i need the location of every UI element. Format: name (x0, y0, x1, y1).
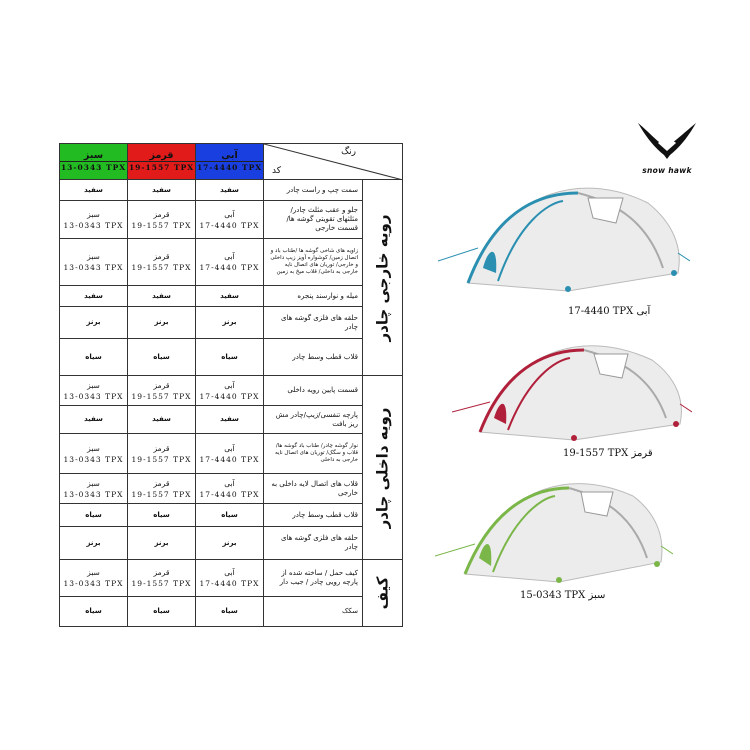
cell-name: قرمز (153, 380, 170, 390)
cell-value (60, 201, 128, 239)
table-row (60, 504, 403, 527)
header-corner (264, 144, 403, 180)
table-row (60, 597, 403, 627)
header-row (60, 144, 403, 180)
tent-green-name: سبز (588, 590, 606, 601)
row-label: میله و نوارسند پنجره (264, 286, 363, 307)
cell-code: 17-4440 TPX (199, 579, 260, 588)
row-label: قلاب قطب وسط چادر (264, 339, 363, 376)
row-label: حلقه های فلزی گوشه های چادر (264, 307, 363, 339)
cell-value: سفید (60, 286, 128, 307)
cell-value: سیاه (60, 339, 128, 376)
cell-code: 17-4440 TPX (199, 391, 260, 401)
cell-value: سیاه (60, 597, 128, 627)
cell-code: 13-0343 TPX (63, 579, 124, 588)
header-blue (196, 144, 264, 180)
tent-blue-label (568, 306, 650, 317)
cell-code: 19-1557 TPX (131, 263, 192, 272)
table-row (60, 560, 403, 597)
cell-name: آبی (224, 252, 235, 261)
table-row (60, 201, 403, 239)
cell-value (196, 239, 264, 286)
cell-value (196, 560, 264, 597)
header-green-code: 13-0343 TPX (60, 163, 127, 172)
row-label: زاویه های شاخی گوشه ها /طناب باد و اتصال زمین/ کوشواره آویز زیپ داخلی و خارجی/ توریان های اتصال نایه خارجی به داخلی/ قلاب میخ به زمین (264, 239, 363, 286)
cell-value: برنز (128, 527, 196, 560)
cell-code: 19-1557 TPX (131, 454, 192, 464)
cell-code: 13-0343 TPX (63, 454, 124, 464)
cell-value: سفید (128, 180, 196, 201)
row-label: سمت چپ و راست چادر (264, 180, 363, 201)
cell-value (196, 376, 264, 406)
cell-name: آبی (224, 380, 235, 390)
tent-blue-name: آبی (636, 306, 651, 317)
row-label: سکک (264, 597, 363, 627)
cell-value: سیاه (196, 597, 264, 627)
table-row (60, 180, 403, 201)
cell-value (60, 434, 128, 474)
tent-red-label (563, 448, 653, 459)
cell-name: سبز (87, 380, 100, 390)
tent-blue-code: 17-4440 TPX (568, 306, 634, 317)
spec-table (59, 143, 403, 627)
cell-value (60, 560, 128, 597)
cell-value (60, 376, 128, 406)
corner-color-label: رنگ (341, 147, 356, 157)
cell-value: سفید (196, 286, 264, 307)
cell-name: قرمز (153, 209, 170, 219)
cell-name: سبز (87, 568, 100, 577)
cell-code: 17-4440 TPX (199, 220, 260, 230)
cell-value: برنز (196, 307, 264, 339)
cell-code: 13-0343 TPX (63, 220, 124, 230)
table-row (60, 286, 403, 307)
cell-value: سیاه (128, 504, 196, 527)
cell-name: آبی (224, 568, 235, 577)
header-green (60, 144, 128, 180)
cell-value: سیاه (60, 504, 128, 527)
corner-code-label: کد (272, 166, 282, 176)
section-bag-label: کیف (373, 576, 391, 610)
table-row (60, 376, 403, 406)
cell-code: 19-1557 TPX (131, 220, 192, 230)
row-label: حلقه های فلزی گوشه های چادر (264, 527, 363, 560)
cell-value (196, 201, 264, 239)
cell-value (128, 434, 196, 474)
cell-code: 19-1557 TPX (131, 391, 192, 401)
cell-value (196, 434, 264, 474)
cell-value: سفید (196, 406, 264, 434)
hawk-icon (636, 121, 698, 161)
table-row (60, 434, 403, 474)
cell-value: سیاه (196, 504, 264, 527)
corner-diagonal (264, 144, 403, 180)
header-red (128, 144, 196, 180)
cell-value (60, 239, 128, 286)
table-row (60, 474, 403, 504)
cell-code: 19-1557 TPX (131, 489, 192, 499)
brand-name: snow hawk (642, 166, 692, 175)
table-row (60, 406, 403, 434)
cell-code: 19-1557 TPX (131, 579, 192, 588)
tent-green-label (520, 590, 605, 601)
cell-name: سبز (87, 443, 100, 453)
cell-value (128, 474, 196, 504)
cell-name: آبی (224, 209, 235, 219)
cell-name: قرمز (153, 443, 170, 453)
header-blue-code: 17-4440 TPX (196, 163, 263, 172)
row-label: قسمت پایین رویه داخلی (264, 376, 363, 406)
cell-value (128, 239, 196, 286)
cell-code: 17-4440 TPX (199, 454, 260, 464)
cell-code: 13-0343 TPX (63, 263, 124, 272)
section-outer (363, 180, 403, 376)
cell-name: آبی (224, 443, 235, 453)
cell-name: سبز (87, 209, 100, 219)
header-blue-name: آبی (221, 150, 238, 161)
tent-red-image (452, 332, 692, 444)
section-outer-label: رویه خارجی چادر (373, 214, 391, 341)
cell-value: سیاه (128, 339, 196, 376)
header-green-name: سبز (83, 150, 104, 161)
table-row (60, 527, 403, 560)
cell-code: 13-0343 TPX (63, 489, 124, 499)
row-label: قلاب قطب وسط چادر (264, 504, 363, 527)
cell-code: 17-4440 TPX (199, 263, 260, 272)
cell-value: سفید (128, 406, 196, 434)
cell-value: سیاه (196, 339, 264, 376)
cell-value: سیاه (128, 597, 196, 627)
tent-green-image (435, 470, 673, 588)
cell-code: 13-0343 TPX (63, 391, 124, 401)
cell-name: قرمز (153, 478, 170, 488)
section-inner (363, 376, 403, 560)
table-row (60, 239, 403, 286)
tent-green-code: 15-0343 TPX (520, 590, 586, 601)
tent-blue-image (438, 173, 690, 295)
row-label: پارچه تنفسی/زیپ/چادر مش ریز بافت (264, 406, 363, 434)
cell-name: سبز (87, 478, 100, 488)
brand-logo (636, 121, 698, 175)
cell-value (60, 474, 128, 504)
tent-red-code: 19-1557 TPX (563, 448, 629, 459)
table-row (60, 339, 403, 376)
cell-value: برنز (196, 527, 264, 560)
tent-red-name: قرمز (631, 448, 653, 459)
cell-name: قرمز (153, 568, 170, 577)
cell-value (128, 201, 196, 239)
section-inner-label: رویه داخلی چادر (373, 407, 391, 528)
cell-value: برنز (60, 527, 128, 560)
header-red-code: 19-1557 TPX (128, 163, 195, 172)
cell-name: آبی (224, 478, 235, 488)
row-label: قلاب های اتصال لایه داخلی به خارجی (264, 474, 363, 504)
cell-value: سفید (196, 180, 264, 201)
cell-value: سفید (60, 180, 128, 201)
row-label: جلو و عقب مثلث چادر/ مثلثهای تقویتی گوشه ها/ قسمت خارجی (264, 201, 363, 239)
cell-value (128, 560, 196, 597)
cell-code: 17-4440 TPX (199, 489, 260, 499)
cell-name: سبز (87, 252, 100, 261)
cell-name: قرمز (153, 252, 170, 261)
header-red-name: قرمز (149, 150, 174, 161)
section-bag (363, 560, 403, 627)
cell-value (128, 376, 196, 406)
cell-value: سفید (128, 286, 196, 307)
row-label: کیف حمل / ساخته شده از پارچه رویی چادر / جیب دار (264, 560, 363, 597)
cell-value: برنز (128, 307, 196, 339)
cell-value: سفید (60, 406, 128, 434)
row-label: نوار گوشه چادر/ طناب باد گوشه ها/ قلاب و سگک/ توریان های اتصال نایه خارجی به داخلی (264, 434, 363, 474)
table-row (60, 307, 403, 339)
cell-value: برنز (60, 307, 128, 339)
cell-value (196, 474, 264, 504)
